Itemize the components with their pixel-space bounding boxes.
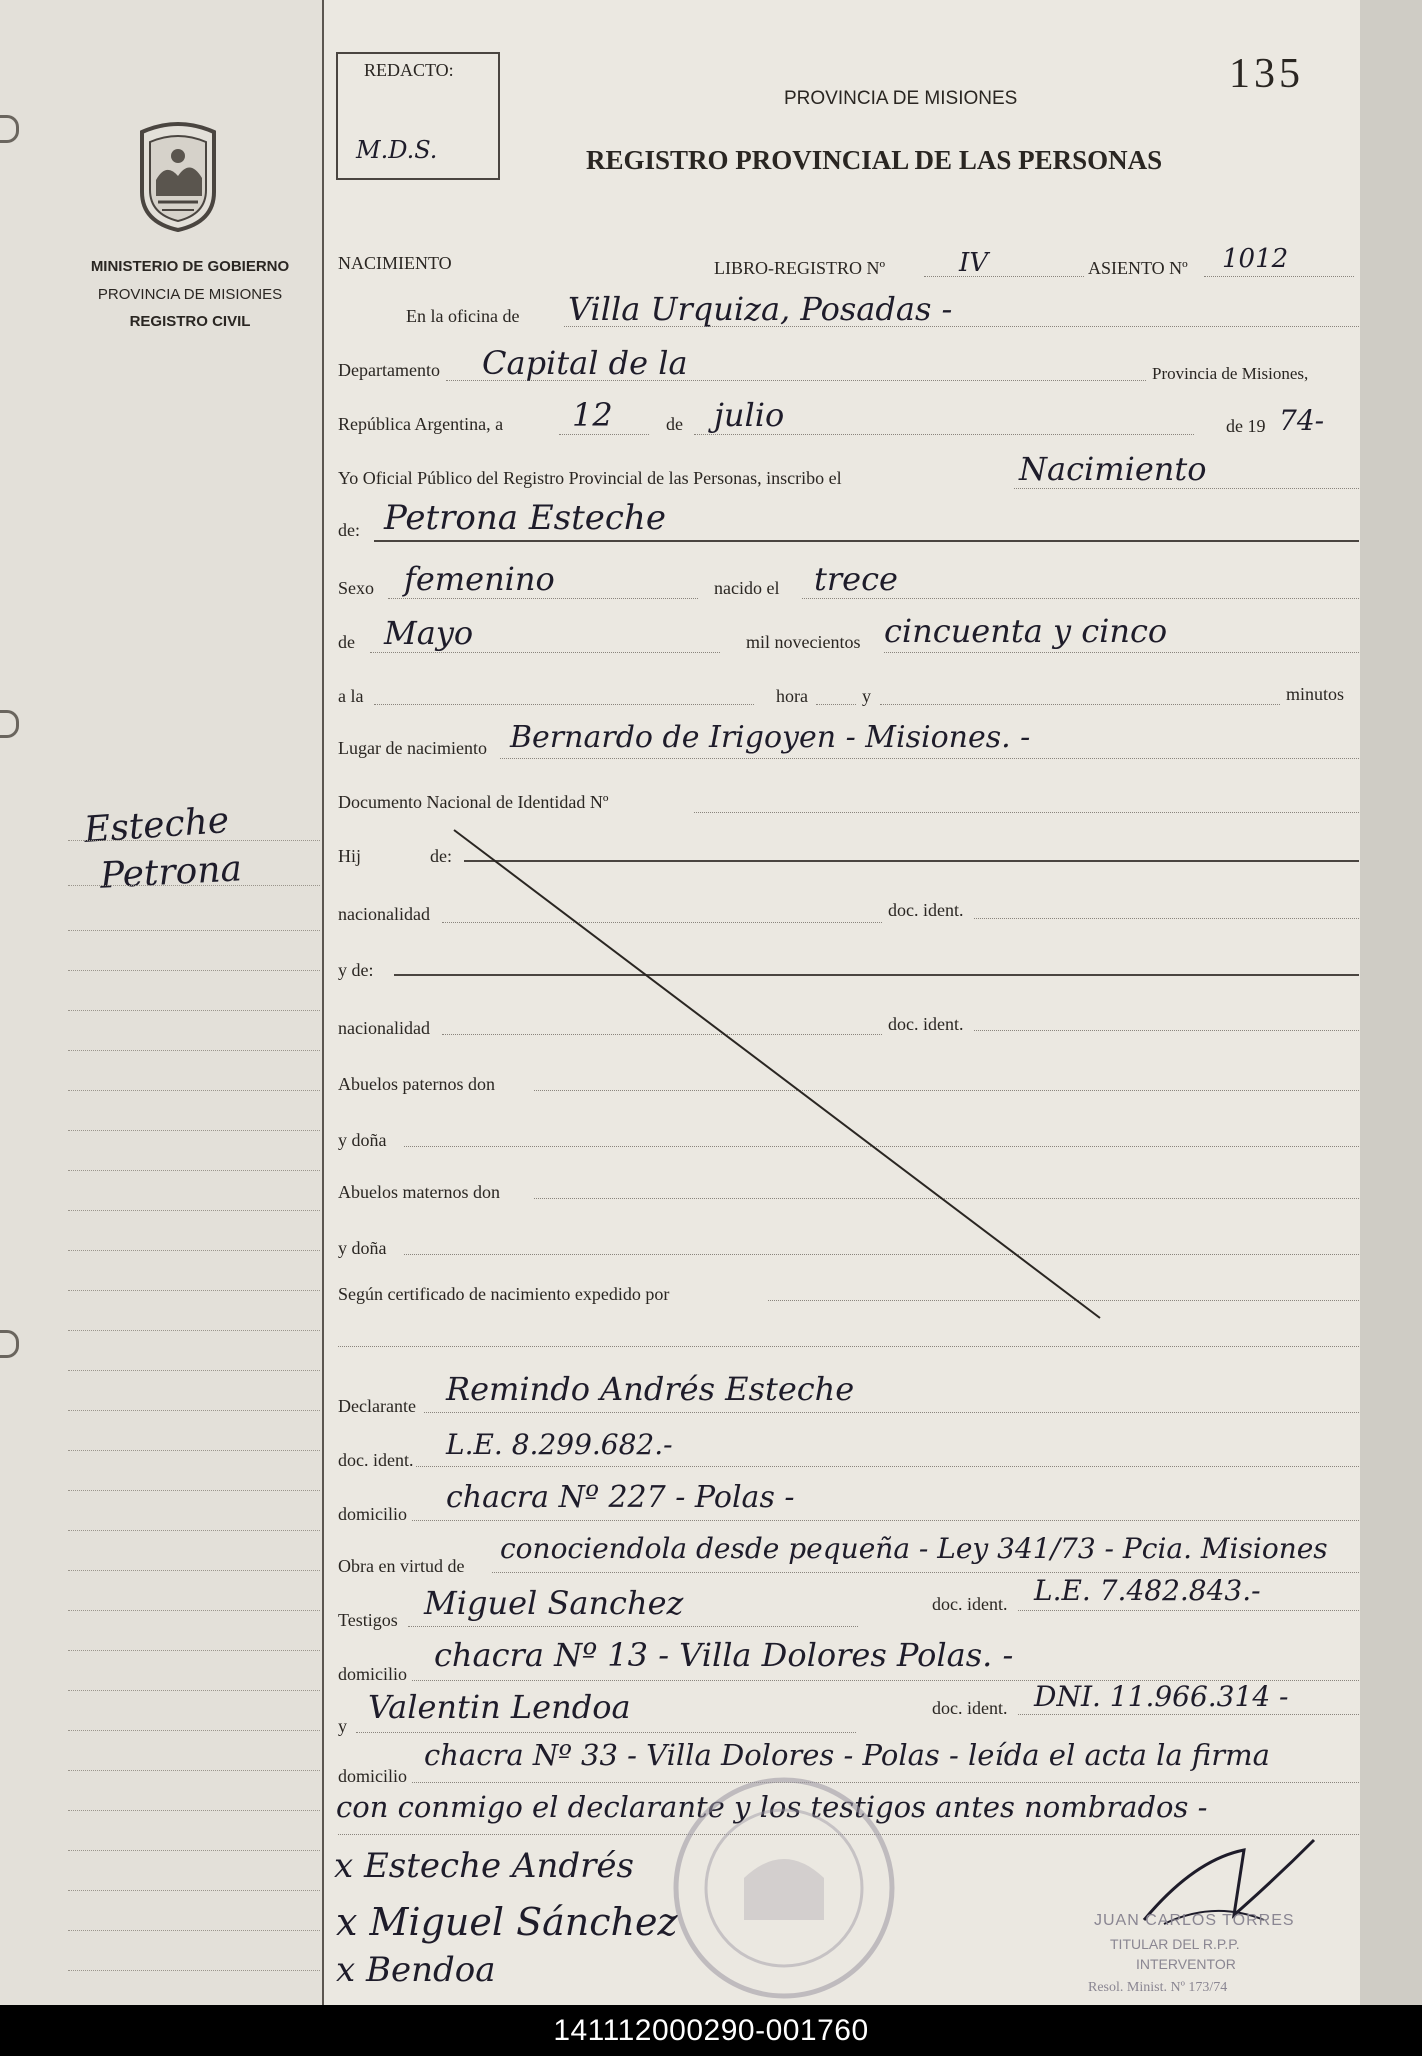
anio-label: de 19 [1226, 416, 1266, 436]
testigo1-doc-value: L.E. 7.482.843.- [1034, 1574, 1261, 1607]
minutos-label: minutos [1286, 684, 1345, 704]
domicilio2-value: chacra Nº 13 - Villa Dolores Polas. - [434, 1636, 1014, 1674]
signature-declarante: x Esteche Andrés [334, 1846, 634, 1886]
abuelos-maternos-label: Abuelos maternos don [338, 1182, 500, 1202]
y-dona1-label: y doña [338, 1130, 387, 1150]
mes-value: julio [714, 396, 785, 434]
testigos-label: Testigos [338, 1610, 398, 1630]
dni-label: Documento Nacional de Identidad Nº [338, 792, 609, 812]
sidebar-province: PROVINCIA DE MISIONES [97, 286, 283, 303]
mes-nac-value: Mayo [384, 614, 474, 652]
de-mes-label: de [666, 414, 683, 434]
departamento-value: Capital de la [482, 344, 688, 382]
republica-label: República Argentina, a [338, 414, 504, 434]
document-id-bar: 141112000290-001760 [0, 2005, 1422, 2056]
margin-note-name: Petrona [99, 848, 243, 897]
birth-record-form [322, 0, 1362, 2005]
inscribo-value: Nacimiento [1019, 450, 1207, 488]
stamp-title: TITULAR DEL R.P.P. [1110, 1936, 1240, 1952]
testigo2-value: Valentin Lendoa [368, 1688, 631, 1726]
lugar-value: Bernardo de Irigoyen - Misiones. - [510, 720, 1031, 755]
testigo2-doc-label: doc. ident. [932, 1698, 1008, 1718]
left-margin-pane [0, 0, 322, 2005]
nacionalidad1-label: nacionalidad [338, 904, 430, 924]
a-la-label: a la [338, 686, 364, 706]
obra-label: Obra en virtud de [338, 1556, 465, 1576]
nacionalidad2-label: nacionalidad [338, 1018, 430, 1038]
sidebar-registry: REGISTRO CIVIL [129, 313, 251, 330]
y-testigo-label: y [338, 1716, 347, 1736]
y-dona2-label: y doña [338, 1238, 387, 1258]
libro-label: LIBRO-REGISTRO Nº [714, 258, 886, 278]
domicilio-value: chacra Nº 227 - Polas - [446, 1480, 795, 1515]
domicilio2-label: domicilio [338, 1664, 407, 1684]
margin-note-surname: Esteche [82, 799, 231, 852]
docident1-label: doc. ident. [888, 900, 964, 920]
stamp-resolution: Resol. Minist. Nº 173/74 [1088, 1980, 1228, 1995]
declarante-value: Remindo Andrés Esteche [446, 1370, 855, 1408]
binder-ring [0, 1330, 19, 1358]
sexo-label: Sexo [338, 578, 374, 598]
lugar-label: Lugar de nacimiento [338, 738, 487, 758]
provincial-seal-icon [132, 118, 224, 233]
page-edge [1360, 0, 1422, 2005]
anio-value: 74- [1279, 404, 1325, 437]
mil-value: cincuenta y cinco [884, 612, 1168, 650]
domicilio3-value: chacra Nº 33 - Villa Dolores - Polas - leída el acta la firma [424, 1738, 1270, 1772]
binder-ring [0, 115, 19, 143]
hij-de-label: de: [430, 846, 452, 866]
declarante-label: Declarante [338, 1396, 416, 1416]
segun-label: Según certificado de nacimiento expedido por [338, 1284, 670, 1304]
signature-testigo1: x Miguel Sánchez [336, 1900, 678, 1944]
abuelos-paternos-label: Abuelos paternos don [338, 1074, 495, 1094]
oficina-label: En la oficina de [406, 306, 520, 326]
hij-label: Hij [338, 846, 362, 866]
asiento-value: 1012 [1222, 244, 1289, 274]
nombre-value: Petrona Esteche [384, 498, 666, 538]
nacido-label: nacido el [714, 578, 780, 598]
y-de-label: y de: [338, 960, 374, 980]
asiento-label: ASIENTO Nº [1088, 258, 1188, 278]
docident-decl-label: doc. ident. [338, 1450, 414, 1470]
testigo2-doc-value: DNI. 11.966.314 - [1034, 1680, 1289, 1713]
hora-label: hora [776, 686, 808, 706]
stamp-role: INTERVENTOR [1136, 1956, 1236, 1972]
docident-decl-value: L.E. 8.299.682.- [446, 1428, 673, 1461]
signature-testigo2: x Bendoa [336, 1950, 496, 1990]
provincia-label: Provincia de Misiones, [1152, 364, 1309, 383]
oficial-text: Yo Oficial Público del Registro Provincial de las Personas, inscribo el [338, 468, 842, 488]
obra-value: conociendola desde pequeña - Ley 341/73 - Pcia. Misiones [500, 1532, 1328, 1565]
binder-ring [0, 710, 19, 738]
libro-value: IV [959, 248, 989, 278]
sidebar-ministry: MINISTERIO DE GOBIERNO [90, 258, 290, 275]
stamp-name: JUAN CARLOS TORRES [1094, 1912, 1295, 1929]
cancel-strike-line [324, 0, 1362, 1400]
testigo1-doc-label: doc. ident. [932, 1594, 1008, 1614]
docident2-label: doc. ident. [888, 1014, 964, 1034]
redacto-label: REDACTO: [364, 60, 454, 80]
de-mes-nac-label: de [338, 632, 355, 652]
province-heading: PROVINCIA DE MISIONES [784, 88, 1018, 109]
testigo1-value: Miguel Sanchez [424, 1584, 684, 1622]
page-title: REGISTRO PROVINCIAL DE LAS PERSONAS [586, 145, 1163, 175]
mil-label: mil novecientos [746, 632, 861, 652]
nacido-value: trece [814, 560, 898, 598]
dia-value: 12 [572, 396, 613, 434]
page-number: 135 [1229, 51, 1304, 97]
official-round-stamp [664, 1770, 904, 2005]
sexo-value: femenino [404, 560, 555, 598]
oficina-value: Villa Urquiza, Posadas - [568, 290, 953, 328]
departamento-label: Departamento [338, 360, 440, 380]
y-label: y [862, 686, 871, 706]
domicilio-label: domicilio [338, 1504, 407, 1524]
record-type-label: NACIMIENTO [338, 253, 452, 273]
closing-value: con conmigo el declarante y los testigos antes nombrados - [336, 1790, 1208, 1824]
domicilio3-label: domicilio [338, 1766, 407, 1786]
redacto-value: M.D.S. [356, 136, 438, 164]
nombre-label: de: [338, 520, 360, 540]
